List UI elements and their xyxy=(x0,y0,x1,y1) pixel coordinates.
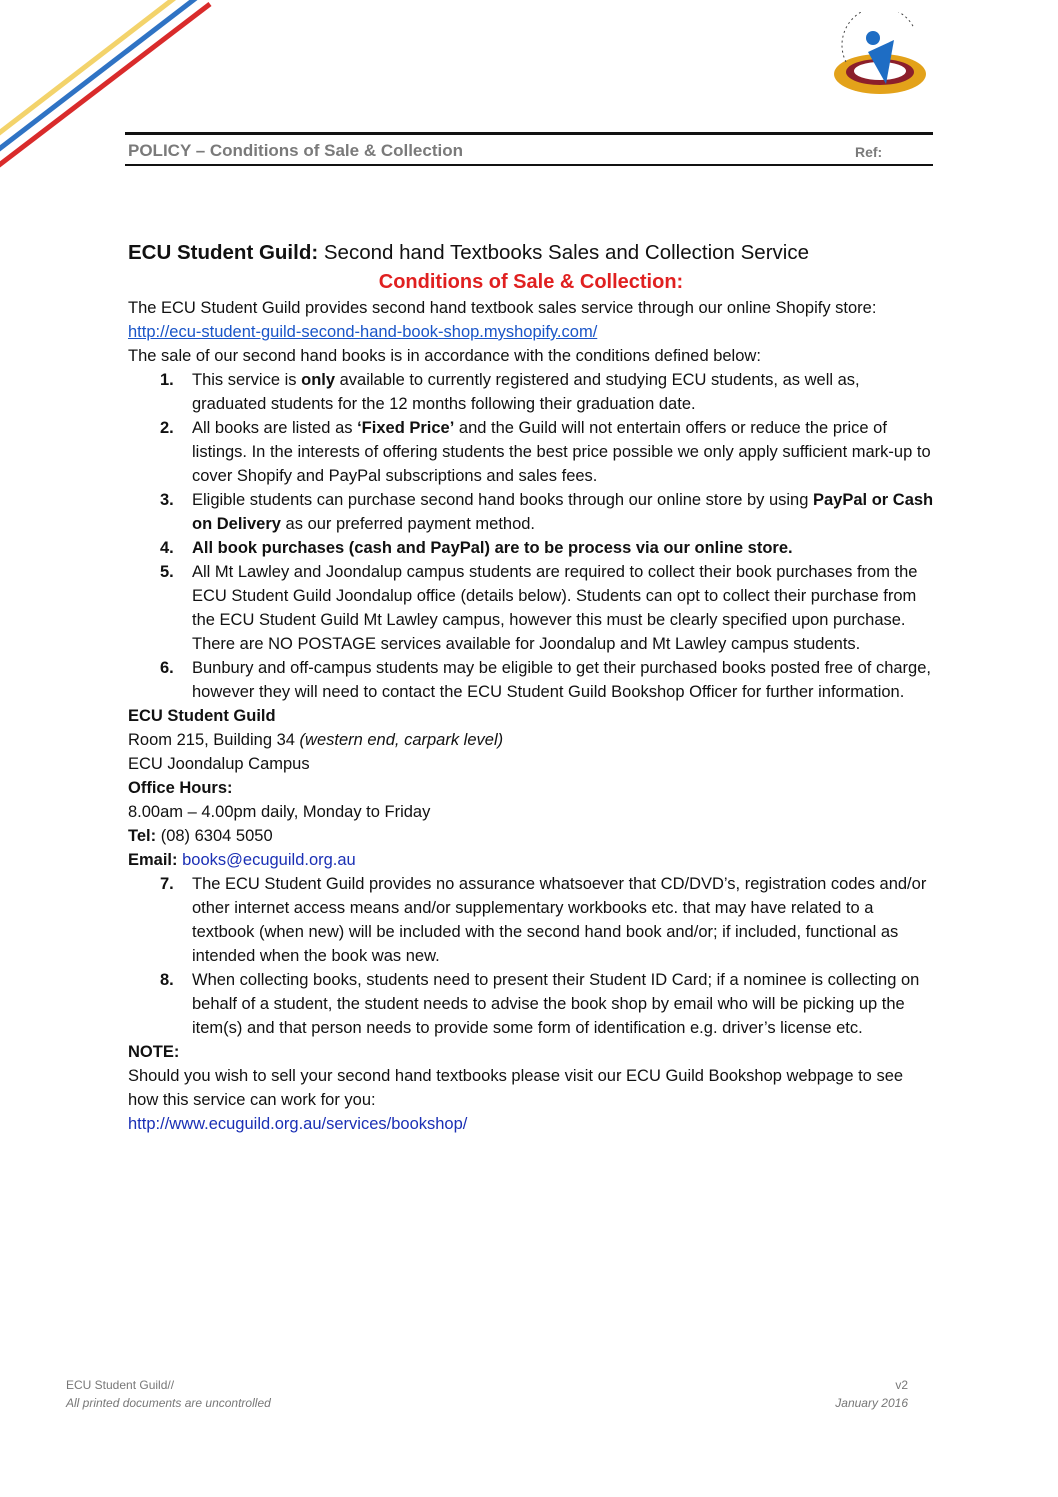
office-hours: 8.00am – 4.00pm daily, Monday to Friday xyxy=(128,803,431,821)
item-number: 2. xyxy=(160,419,174,437)
footer-disclaimer: All printed documents are uncontrolled xyxy=(66,1396,271,1410)
shop-link[interactable]: http://ecu-student-guild-second-hand-book-shop.myshopify.com/ xyxy=(128,323,598,341)
tel-label: Tel: xyxy=(128,827,157,845)
item-number: 8. xyxy=(160,971,174,989)
contact-org: ECU Student Guild xyxy=(128,707,276,725)
conditions-lead: The sale of our second hand books is in accordance with the conditions defined below: xyxy=(128,347,761,365)
condition-item xyxy=(128,656,934,704)
condition-item xyxy=(128,560,934,656)
footer-date: January 2016 xyxy=(835,1396,908,1410)
title-rest: Second hand Textbooks Sales and Collection Service xyxy=(318,241,809,264)
contact-campus: ECU Joondalup Campus xyxy=(128,755,310,773)
email-label: Email: xyxy=(128,851,178,869)
note-text: Should you wish to sell your second hand textbooks please visit our ECU Guild Bookshop webpage to see how this service can work for you: xyxy=(128,1067,904,1109)
office-hours-label: Office Hours: xyxy=(128,779,233,797)
conditions-list-continued xyxy=(128,872,934,1040)
item-text: When collecting books, students need to present their Student ID Card; if a nominee is collecting on behalf of a student, the student needs to advise the book shop by email who will be picking up the item(s) and that person needs to provide some form of identification e.g. driver’s license etc. xyxy=(192,971,920,1037)
item-number: 6. xyxy=(160,659,174,677)
document-body xyxy=(128,238,934,1136)
item-text: Bunbury and off-campus students may be eligible to get their purchased books posted free of charge, however they will need to contact the ECU Student Guild Bookshop Officer for further information. xyxy=(192,659,931,701)
contact-room: Room 215, Building 34 xyxy=(128,731,300,749)
item-text: This service is xyxy=(192,371,302,389)
item-text: and the Guild will not entertain offers or reduce the price of listings. In the interests of offering students the best price possible we only apply sufficient mark-up to cover Shopify and PayPal subscriptions and sales fees. xyxy=(192,419,931,485)
item-number: 7. xyxy=(160,875,174,893)
document-subtitle: Conditions of Sale & Collection: xyxy=(378,271,684,293)
header-bar xyxy=(125,132,933,166)
item-text: as our preferred payment method. xyxy=(280,515,536,533)
item-number: 3. xyxy=(160,491,174,509)
item-text: All Mt Lawley and Joondalup campus students are required to collect their book purchases from the ECU Student Guild Joondalup office (details below). Students can opt to collect their purchase from the ECU Student Guild Mt Lawley campus, however this must be clearly specified upon purchase. There are NO POSTAGE services available for Joondalup and Mt Lawley campus students. xyxy=(192,563,918,653)
condition-item xyxy=(128,536,934,560)
item-number: 1. xyxy=(160,371,174,389)
item-text: available to currently registered and studying ECU students, as well as, graduated students for the 12 months following their graduation date. xyxy=(192,371,860,413)
note-block xyxy=(128,1040,934,1136)
item-bold: All book purchases (cash and PayPal) are to be process via our online store. xyxy=(192,539,793,557)
intro-text: The ECU Student Guild provides second hand textbook sales service through our online Shopify store: xyxy=(128,299,877,317)
item-number: 5. xyxy=(160,563,174,581)
item-bold: only xyxy=(301,371,336,389)
condition-item xyxy=(128,416,934,488)
bookshop-link[interactable]: http://www.ecuguild.org.au/services/bookshop/ xyxy=(128,1115,468,1133)
item-bold: PayPal or Cash on Delivery xyxy=(192,491,934,533)
footer-left xyxy=(66,1376,271,1412)
email-link[interactable]: books@ecuguild.org.au xyxy=(182,851,356,869)
contact-room-note: (western end, carpark level) xyxy=(299,731,504,749)
footer-version: v2 xyxy=(895,1378,908,1392)
condition-item xyxy=(128,488,934,536)
document-title xyxy=(128,238,934,268)
item-text: All books are listed as xyxy=(192,419,358,437)
item-bold: ‘Fixed Price’ xyxy=(357,419,455,437)
item-text: The ECU Student Guild provides no assurance whatsoever that CD/DVD’s, registration codes and/or other internet access means and/or supplementary workbooks etc. that may have related to a textbook (when new) will be included with the second hand book and/or; if included, functional as intended when the book was new. xyxy=(192,875,927,965)
title-org: ECU Student Guild: xyxy=(128,241,319,264)
item-number: 4. xyxy=(160,539,174,557)
contact-block xyxy=(128,704,934,872)
header-ref-label: Ref: xyxy=(855,144,883,160)
tel-value: (08) 6304 5050 xyxy=(156,827,273,845)
ecu-guild-logo-icon xyxy=(828,12,936,112)
footer-org: ECU Student Guild// xyxy=(66,1378,175,1392)
item-text: Eligible students can purchase second hand books through our online store by using xyxy=(192,491,813,509)
condition-item xyxy=(128,872,934,968)
header-policy-title: POLICY – Conditions of Sale & Collection xyxy=(128,141,463,160)
condition-item xyxy=(128,368,934,416)
footer-right xyxy=(835,1376,908,1412)
conditions-list xyxy=(128,368,934,704)
condition-item xyxy=(128,968,934,1040)
note-label: NOTE: xyxy=(128,1043,180,1061)
